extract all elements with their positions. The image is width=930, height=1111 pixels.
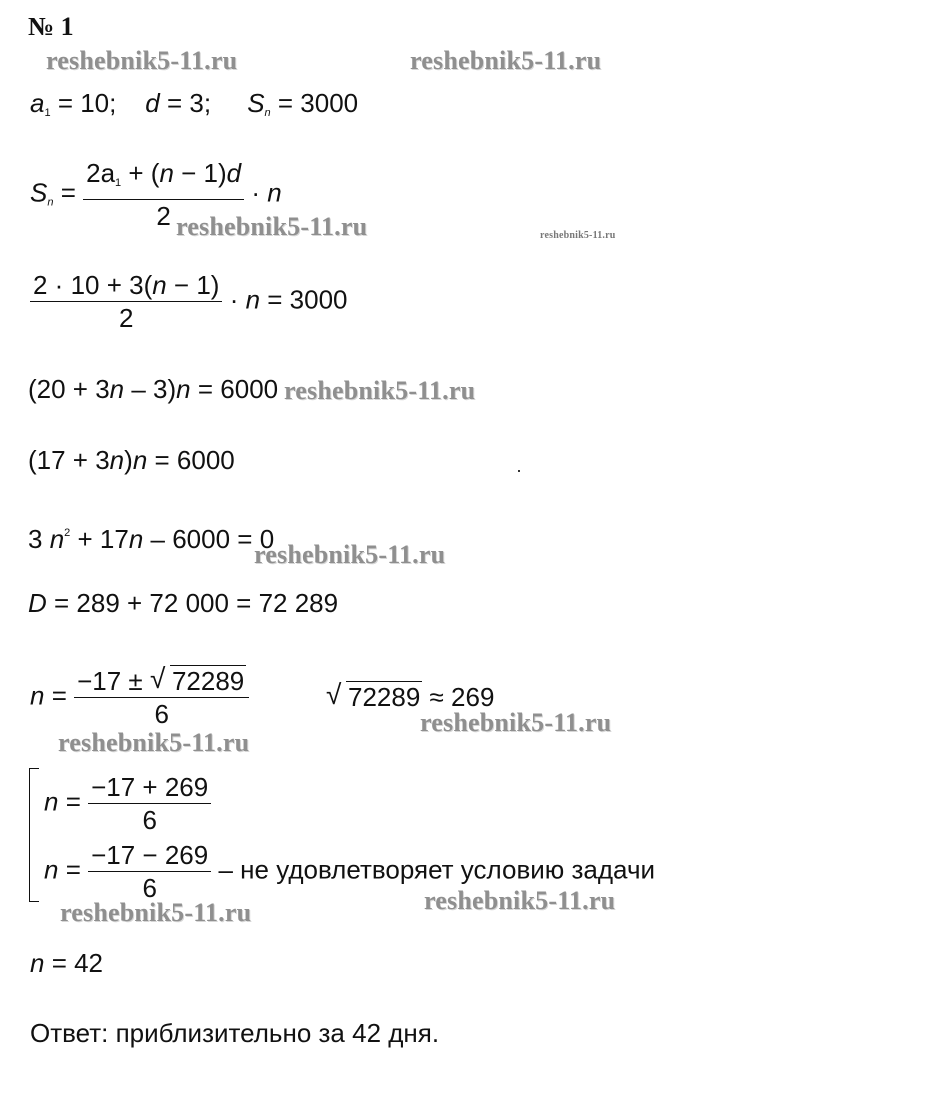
watermark: reshebnik5-11.ru [176, 212, 368, 241]
watermark: reshebnik5-11.ru [410, 46, 602, 75]
substitution-fraction: $\frac{2 \cdot 10 + 3(n - 1)}{2}$ [30, 270, 222, 333]
root-case-2: n = $\frac{-17 - 269}{6}$ – не удовлетворяет условию задачи [44, 840, 656, 903]
watermark: reshebnik5-11.ru [58, 728, 250, 757]
roots-fraction: −17 ± √ 72289 6 [74, 666, 249, 729]
case-bracket [29, 768, 39, 902]
sqrt-symbol: √ 72289 [326, 679, 421, 712]
watermark: reshebnik5-11.ru [424, 886, 616, 915]
given-line: $a_1 = 10$; d = 3; $S_n = 3000$ [30, 88, 359, 119]
sum-formula: $S_n$ = $\frac{2a_1 + (n - 1)d}{2}$ · n [30, 158, 282, 231]
watermark: reshebnik5-11.ru [60, 898, 252, 927]
step-expand: (20 + 3n – 3)n = 6000 [28, 374, 279, 404]
sqrt-approximation: √ 72289 ≈ 269 [326, 679, 495, 712]
result-line: n = 42 [30, 948, 104, 978]
discriminant-line: D = 289 + 72 000 = 72 289 [28, 588, 339, 618]
sqrt-symbol: √ 72289 [149, 663, 245, 696]
stray-dot [518, 470, 520, 472]
problem-number: № 1 [28, 12, 74, 41]
substitution-line: $\frac{2 \cdot 10 + 3(n - 1)}{2}$ · n = 3000 [30, 270, 348, 333]
answer-line: Ответ: приблизительно за 42 дня. [30, 1018, 440, 1048]
rejection-note: – не удовлетворяет условию задачи [218, 854, 656, 885]
root-case-1: n = $\frac{-17 + 269}{6}$ [44, 772, 211, 835]
watermark: reshebnik5-11.ru [46, 46, 238, 75]
root-case-2-fraction: $\frac{-17 - 269}{6}$ [88, 840, 211, 903]
watermark: reshebnik5-11.ru [420, 708, 612, 737]
watermark: reshebnik5-11.ru [284, 376, 476, 405]
quadratic-equation: 3 $n^2 + 17n - 6000 = 0$ [28, 524, 275, 554]
watermark: reshebnik5-11.ru [540, 230, 616, 241]
root-case-1-fraction: $\frac{-17 + 269}{6}$ [88, 772, 211, 835]
sum-formula-fraction: $\frac{2a_1 + (n - 1)d}{2}$ [83, 158, 244, 231]
roots-formula: n = −17 ± √ 72289 6 [30, 666, 249, 729]
watermark: reshebnik5-11.ru [254, 540, 446, 569]
step-simplify: (17 + 3n)n = 6000 [28, 445, 235, 475]
